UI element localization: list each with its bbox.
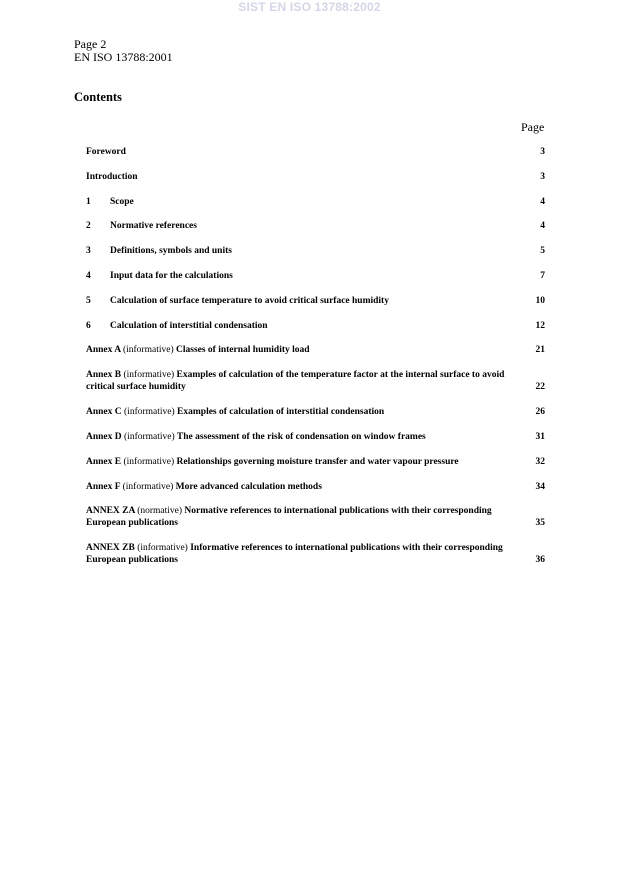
toc-entry-number: 3 (86, 246, 91, 257)
toc-entry-annex-za[interactable] (86, 505, 545, 529)
toc-entry-title-cont: European publications (86, 518, 178, 529)
toc-entry-page: 10 (535, 295, 545, 306)
toc-entry-title: Definitions, symbols and units (110, 246, 232, 257)
page-column-label: Page (521, 120, 545, 134)
toc-entry-title: Foreword (86, 147, 126, 157)
toc-entry-page: 3 (540, 147, 545, 157)
toc-entry-title-cont: European publications (86, 555, 178, 566)
toc-entry-introduction[interactable] (86, 171, 545, 183)
toc-entry-title: Examples of calculation of the temperature factor at the internal surface to avoid (176, 370, 505, 381)
toc-entry-5[interactable] (86, 295, 545, 307)
annex-kind: (informative) (137, 543, 188, 554)
toc-entry-title: Informative references to international publications with their corresponding (190, 543, 503, 554)
toc-entry-page: 4 (540, 196, 545, 207)
toc-entry-1[interactable] (86, 196, 545, 208)
toc-entry-title: Calculation of surface temperature to avoid critical surface humidity (110, 295, 389, 306)
toc-entry-title: More advanced calculation methods (175, 481, 322, 492)
standard-id: EN ISO 13788:2001 (74, 50, 173, 64)
table-of-contents (86, 146, 545, 579)
toc-entry-6[interactable] (86, 320, 545, 332)
toc-entry-page: 21 (535, 345, 545, 356)
toc-entry-number: 4 (86, 270, 91, 281)
toc-entry-page: 12 (535, 320, 545, 331)
toc-entry-page: 34 (535, 481, 545, 492)
annex-label: Annex C (86, 407, 122, 418)
annex-label: Annex D (86, 431, 122, 442)
annex-kind: (informative) (123, 456, 175, 467)
toc-entry-page: 35 (535, 518, 545, 529)
toc-entry-annex-c[interactable] (86, 406, 545, 418)
annex-kind: (informative) (124, 431, 175, 442)
toc-entry-page: 3 (540, 171, 545, 182)
toc-entry-annex-e[interactable] (86, 456, 545, 468)
toc-entry-annex-d[interactable] (86, 431, 545, 443)
annex-kind: (informative) (124, 407, 175, 418)
annex-label: Annex F (86, 481, 121, 492)
toc-entry-number: 2 (86, 221, 91, 232)
toc-entry-annex-b[interactable] (86, 369, 545, 393)
toc-entry-page: 7 (540, 270, 545, 281)
toc-entry-number: 5 (86, 295, 91, 306)
contents-title: Contents (74, 90, 122, 104)
annex-label: Annex B (86, 370, 122, 381)
toc-entry-page: 5 (540, 246, 545, 257)
annex-kind: (normative) (137, 506, 183, 517)
page-header (74, 38, 173, 64)
toc-entry-page: 31 (535, 431, 545, 442)
toc-entry-annex-f[interactable] (86, 481, 545, 493)
toc-entry-number: 1 (86, 196, 91, 207)
annex-kind: (informative) (122, 481, 174, 492)
toc-entry-page: 4 (540, 221, 545, 232)
toc-entry-page: 26 (535, 407, 545, 418)
toc-entry-2[interactable] (86, 220, 545, 232)
annex-label: ANNEX ZA (86, 506, 135, 517)
toc-entry-annex-zb[interactable] (86, 542, 545, 566)
toc-entry-title: The assessment of the risk of condensation on window frames (176, 431, 426, 442)
annex-kind: (informative) (122, 345, 174, 356)
toc-entry-title: Normative references to international publications with their corresponding (184, 506, 492, 517)
toc-entry-title: Calculation of interstitial condensation (110, 320, 268, 331)
toc-entry-title: Normative references (110, 221, 197, 232)
annex-kind: (informative) (123, 370, 175, 381)
annex-label: Annex A (86, 345, 121, 356)
toc-entry-foreword[interactable] (86, 146, 545, 158)
toc-entry-4[interactable] (86, 270, 545, 282)
toc-entry-title: Scope (110, 196, 134, 207)
watermark: SIST EN ISO 13788:2002 (238, 0, 381, 14)
toc-entry-number: 6 (86, 320, 91, 331)
page-number: Page 2 (74, 37, 107, 51)
toc-entry-title-cont: critical surface humidity (86, 382, 186, 393)
toc-entry-3[interactable] (86, 245, 545, 257)
toc-entry-page: 32 (535, 456, 545, 467)
annex-label: Annex E (86, 456, 122, 467)
toc-entry-page: 22 (535, 382, 545, 393)
toc-entry-title: Introduction (86, 171, 138, 182)
toc-entry-title: Input data for the calculations (110, 270, 233, 281)
annex-label: ANNEX ZB (86, 543, 135, 554)
toc-entry-title: Classes of internal humidity load (176, 345, 310, 356)
toc-entry-annex-a[interactable] (86, 344, 545, 356)
toc-entry-page: 36 (535, 555, 545, 566)
toc-entry-title: Relationships governing moisture transfer and water vapour pressure (176, 456, 459, 467)
toc-entry-title: Examples of calculation of interstitial condensation (177, 407, 385, 418)
